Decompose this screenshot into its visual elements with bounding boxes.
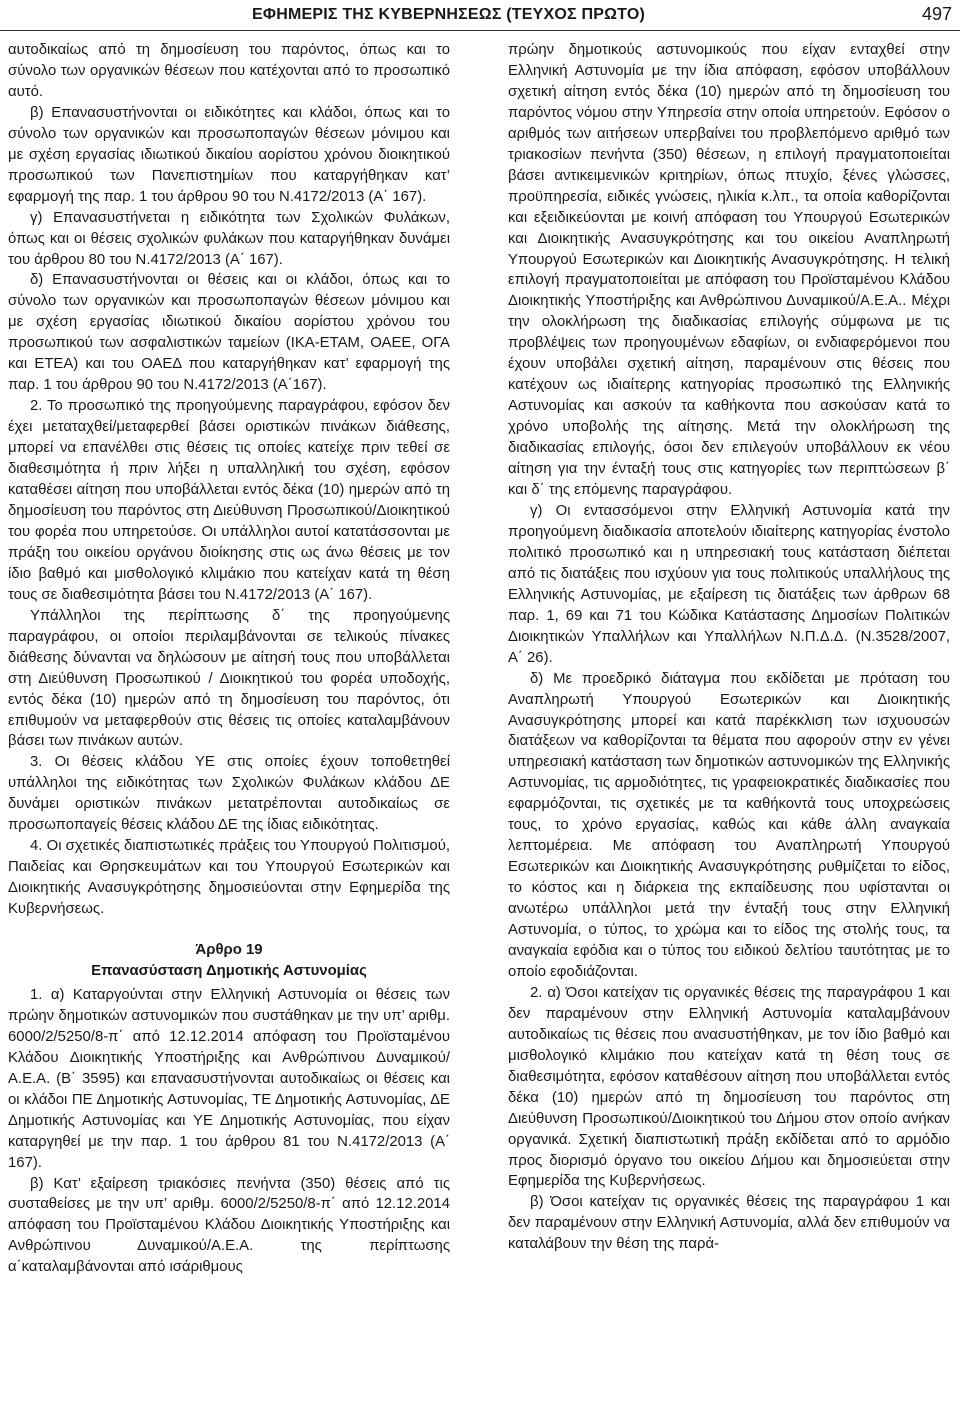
paragraph: β) Επανασυστήνονται οι ειδικότητες και κλάδοι, όπως και το σύνολο των οργανικών και προσωποπαγών θέσεων μόνιμου και με σχέση εργασίας ιδιωτικού δικαίου αορίστου χρόνου διοικητικού προσωπικού των Πανεπιστημίων που καταργήθηκαν κατ’ εφαρμογή της παρ. 1 του άρθρου 90 του Ν.4172/2013 (Α΄ 167). bbox=[8, 104, 450, 205]
right-column bbox=[508, 40, 950, 1255]
left-column bbox=[8, 40, 450, 1278]
article-number: Άρθρο 19 bbox=[195, 942, 263, 959]
paragraph: γ) Επανασυστήνεται η ειδικότητα των Σχολικών Φυλάκων, όπως και οι θέσεις σχολικών φυλάκων που καταργήθηκαν δυνάμει του άρθρου 80 του Ν.4172/2013 (Α΄ 167). bbox=[8, 209, 450, 268]
paragraph: 2. Το προσωπικό της προηγούμενης παραγράφου, εφόσον δεν έχει μεταταχθεί/μεταφερθεί βάσει οριστικών πινάκων διάθεσης, μπορεί να επανέλθει στις θέσεις τις οποίες κατείχε πριν τεθεί σε διαθεσιμότητα ή πριν λήξει η υπαλληλική του σχέση, εφόσον καταθέσει αίτηση που υποβάλλεται εντός δέκα (10) ημερών από τη δημοσίευση του παρόντος στη Διεύθυνση Προσωπικού/Διοικητικού του φορέα που υπηρετούσε. Οι υπάλληλοι αυτοί κατατάσσονται με πράξη του οικείου οργάνου διοίκησης στις ως άνω θέσεις με τον ίδιο βαθμό και μισθολογικό κλιμάκιο που κατείχαν κατά τη θέση τους σε διαθεσιμότητα βάσει του Ν.4172/2013 (Α΄ 167). bbox=[8, 398, 450, 603]
paragraph: 2. α) Όσοι κατείχαν τις οργανικές θέσεις της παραγράφου 1 και δεν παραμένουν στην Ελληνική Αστυνομία καταλαμβάνουν αυτοδικαίως τις θέσεις που ανασυστήθηκαν, με τον ίδιο βαθμό και μισθολογικό κλιμάκιο που κατείχαν κατά τη θέση τους σε διαθεσιμότητα, εφόσον καταθέσουν αίτηση που υποβάλλεται εντός δέκα (10) ημερών από τη δημοσίευση του παρόντος στη Διεύθυνση Προσωπικού/Διοικητικού του Δήμου στον οποίο ανήκαν οργανικά. Σχετική διαπιστωτική πράξη εκδίδεται από το αρμόδιο προς διορισμό όργανο του οικείου Δήμου και δημοσιεύεται στην Εφημερίδα της Κυβερνήσεως. bbox=[508, 984, 950, 1190]
gazette-title: ΕΦΗΜΕΡΙΣ ΤΗΣ ΚΥΒΕΡΝΗΣΕΩΣ (ΤΕΥΧΟΣ ΠΡΩΤΟ) bbox=[252, 6, 646, 23]
paragraph: Υπάλληλοι της περίπτωσης δ΄ της προηγούμενης παραγράφου, οι οποίοι περιλαμβάνονται σε τελικούς πίνακες διάθεσης δύνανται να δηλώσουν με αίτησή τους που υποβάλλεται στη Διεύθυνση Προσωπικού / Διοικητικού του φορέα υποδοχής, εντός δέκα (10) ημερών από τη δημοσίευση του παρόντος, ότι επιθυμούν να μεταφερθούν στις θέσεις τις οποίες καταλαμβάνουν βάσει των πινάκων αυτών. bbox=[8, 607, 450, 750]
paragraph: αυτοδικαίως από τη δημοσίευση του παρόντος, όπως και το σύνολο των οργανικών θέσεων που κατέχονται από το προσωπικό αυτό. bbox=[8, 42, 450, 100]
paragraph: β) Όσοι κατείχαν τις οργανικές θέσεις της παραγράφου 1 και δεν παραμένουν στην Ελληνική Αστυνομία, αλλά δεν επιθυμούν να καταλάβουν την θέση της παρά- bbox=[508, 1194, 950, 1253]
paragraph: 4. Οι σχετικές διαπιστωτικές πράξεις του Υπουργού Πολιτισμού, Παιδείας και Θρησκευμάτων και του Υπουργού Εσωτερικών και Διοικητικής Ανασυγκρότησης δημοσιεύονται στην Εφημερίδα της Κυβερνήσεως. bbox=[8, 838, 450, 918]
paragraph: δ) Επανασυστήνονται οι θέσεις και οι κλάδοι, όπως και το σύνολο των οργανικών και προσωποπαγών θέσεων μόνιμου και με σχέση εργασίας ιδιωτικού δικαίου αορίστου χρόνου του προσωπικού των ασφαλιστικών ταμείων (ΙΚΑ-ΕΤΑΜ, ΟΑΕΕ, ΟΓΑ και ΕΤΕΑ) και του ΟΑΕΔ που καταργήθηκαν κατ’ εφαρμογή της παρ. 1 του άρθρου 90 του Ν.4172/2013 (Α΄167). bbox=[8, 272, 450, 394]
paragraph: β) Κατ’ εξαίρεση τριακόσιες πενήντα (350) θέσεις από τις συσταθείσες με την υπ’ αριθμ. 6000/2/5250/8-π΄ από 12.12.2014 απόφαση του Προϊσταμένου Κλάδου Διοικητικής Υποστήριξης και Ανθρώπινου Δυναμικού/Α.Ε.Α. της περίπτωσης α΄καταλαμβάνονται από ισάριθμους bbox=[8, 1175, 450, 1276]
paragraph: 3. Οι θέσεις κλάδου ΥΕ στις οποίες έχουν τοποθετηθεί υπάλληλοι της ειδικότητας των Σχολικών Φυλάκων κλάδου ΔΕ δυνάμει οριστικών πινάκων μετατρέπονται αυτοδικαίως σε προσωποπαγείς θέσεις κλάδου ΔΕ της ίδιας ειδικότητας. bbox=[8, 754, 450, 834]
page-header bbox=[0, 0, 960, 31]
paragraph: γ) Οι εντασσόμενοι στην Ελληνική Αστυνομία κατά την προηγούμενη διαδικασία αποτελούν ιδιαίτερης κατηγορίας ένστολο πολιτικό προσωπικό και η υπηρεσιακή τους κατάσταση διέπεται από τις διατάξεις που ισχύουν για τους πολιτικούς υπαλλήλους της Ελληνικής Αστυνομίας, με εξαίρεση τις διατάξεις των άρθρων 68 παρ. 1, 69 και 71 του Κώδικα Κατάστασης Δημοσίων Πολιτικών Διοικητικών Υπαλλήλων και Υπαλλήλων Ν.Π.Δ.Δ. (Ν.3528/2007, Α΄ 26). bbox=[508, 502, 950, 666]
paragraph: 1. α) Καταργούνται στην Ελληνική Αστυνομία οι θέσεις των πρώην δημοτικών αστυνομικών που συστάθηκαν με την υπ’ αριθμ. 6000/2/5250/8-π΄ από 12.12.2014 απόφαση του Προϊσταμένου Κλάδου Διοικητικής Υποστήριξης και Ανθρώπινου Δυναμικού/Α.Ε.Α. (Β΄ 3595) και επανασυστήνονται αυτοδικαίως οι θέσεις και οι κλάδοι ΠΕ Δημοτικής Αστυνομίας, ΤΕ Δημοτικής Αστυνομίας, ΔΕ Δημοτικής Αστυνομίας και ΥΕ Δημοτικής Αστυνομίας, που είχαν καταργηθεί με την παρ. 1 του άρθρου 81 του Ν.4172/2013 (Α΄ 167). bbox=[8, 986, 450, 1171]
paragraph: πρώην δημοτικούς αστυνομικούς που είχαν ενταχθεί στην Ελληνική Αστυνομία με την ίδια απόφαση, εφόσον υποβάλλουν σχετική αίτηση εντός δέκα (10) ημερών από τη δημοσίευση του παρόντος νόμου στην Υπηρεσία στην οποία υπηρετούν. Εφόσον ο αριθμός των αιτήσεων υπερβαίνει του προβλεπόμενο αριθμό των τριακοσίων πενήντα (350) θέσεων, η επιλογή πραγματοποιείται βάσει αντικειμενικών κριτηρίων, όπως πτυχίο, ξένες γλώσσες, προϋπηρεσία, ειδικές γνώσεις, ηλικία κ.λπ., τα οποία καθορίζονται και εξειδικεύονται με κοινή απόφαση του Υπουργού Εσωτερικών και Διοικητικής Ανασυγκρότησης και του οικείου Αναπληρωτή Υπουργού Εσωτερικών και Διοικητικής Ανασυγκρότησης. Η τελική επιλογή πραγματοποιείται με απόφαση του Προϊσταμένου Κλάδου Διοικητικής Υποστήριξης και Ανθρώπινου Δυναμικού/Α.Ε.Α.. Μέχρι την ολοκλήρωση της διαδικασίας επιλογής σύμφωνα με τις προβλέψεις των προηγουμένων εδαφίων, οι ενδιαφερόμενοι που έχουν υποβάλει σχετική αίτηση, παραμένουν στις θέσεις που κατέχουν ως ιδιαίτερης κατηγορίας προσωπικό της Ελληνικής Αστυνομίας και ασκούν τα καθήκοντα που ασκούσαν κατά το χρόνο υποβολής της αίτησης. Μετά την ολοκλήρωση της διαδικασίας επιλογής, όσοι δεν επιλεγούν υποβάλλουν εκ νέου αίτηση για την ένταξή τους στις κατηγορίες των περιπτώσεων β΄ και δ΄ της επόμενης παραγράφου. bbox=[508, 42, 950, 499]
page-number: 497 bbox=[921, 4, 952, 24]
article-title: Επανασύσταση Δημοτικής Αστυνομίας bbox=[91, 962, 367, 979]
paragraph: δ) Με προεδρικό διάταγμα που εκδίδεται με πρόταση του Αναπληρωτή Υπουργού Εσωτερικών και Διοικητικής Ανασυγκρότησης μπορεί και κατά παρέκκλιση των ισχυουσών διατάξεων να καθορίζονται τα θέματα που αφορούν στην εν γένει υπηρεσιακή κατάσταση των δημοτικών αστυνομικών της Ελληνικής Αστυνομίας, τις αρμοδιότητες, τις γραφειοκρατικές διαδικασίες που εφαρμόζονται, τις σχετικές με τα καθήκοντά τους υποχρεώσεις τους, το χρόνο εργασίας, καθώς και κάθε άλλη αναγκαία λεπτομέρεια. Με απόφαση του Αναπληρωτή Υπουργού Εσωτερικών και Διοικητικής Ανασυγκρότησης ρυθμίζεται το είδος, το κόστος και η διάρκεια της εκπαίδευσης που υφίστανται οι ανωτέρω υπάλληλοι μετά την ένταξή τους στην Ελληνική Αστυνομία, ο τύπος, το χρώμα και το είδος της στολής τους, τα αναγκαία εφόδια και ο τύπος του ειδικού δελτίου ταυτότητας με το οποίο εφοδιάζονται. bbox=[508, 670, 950, 980]
